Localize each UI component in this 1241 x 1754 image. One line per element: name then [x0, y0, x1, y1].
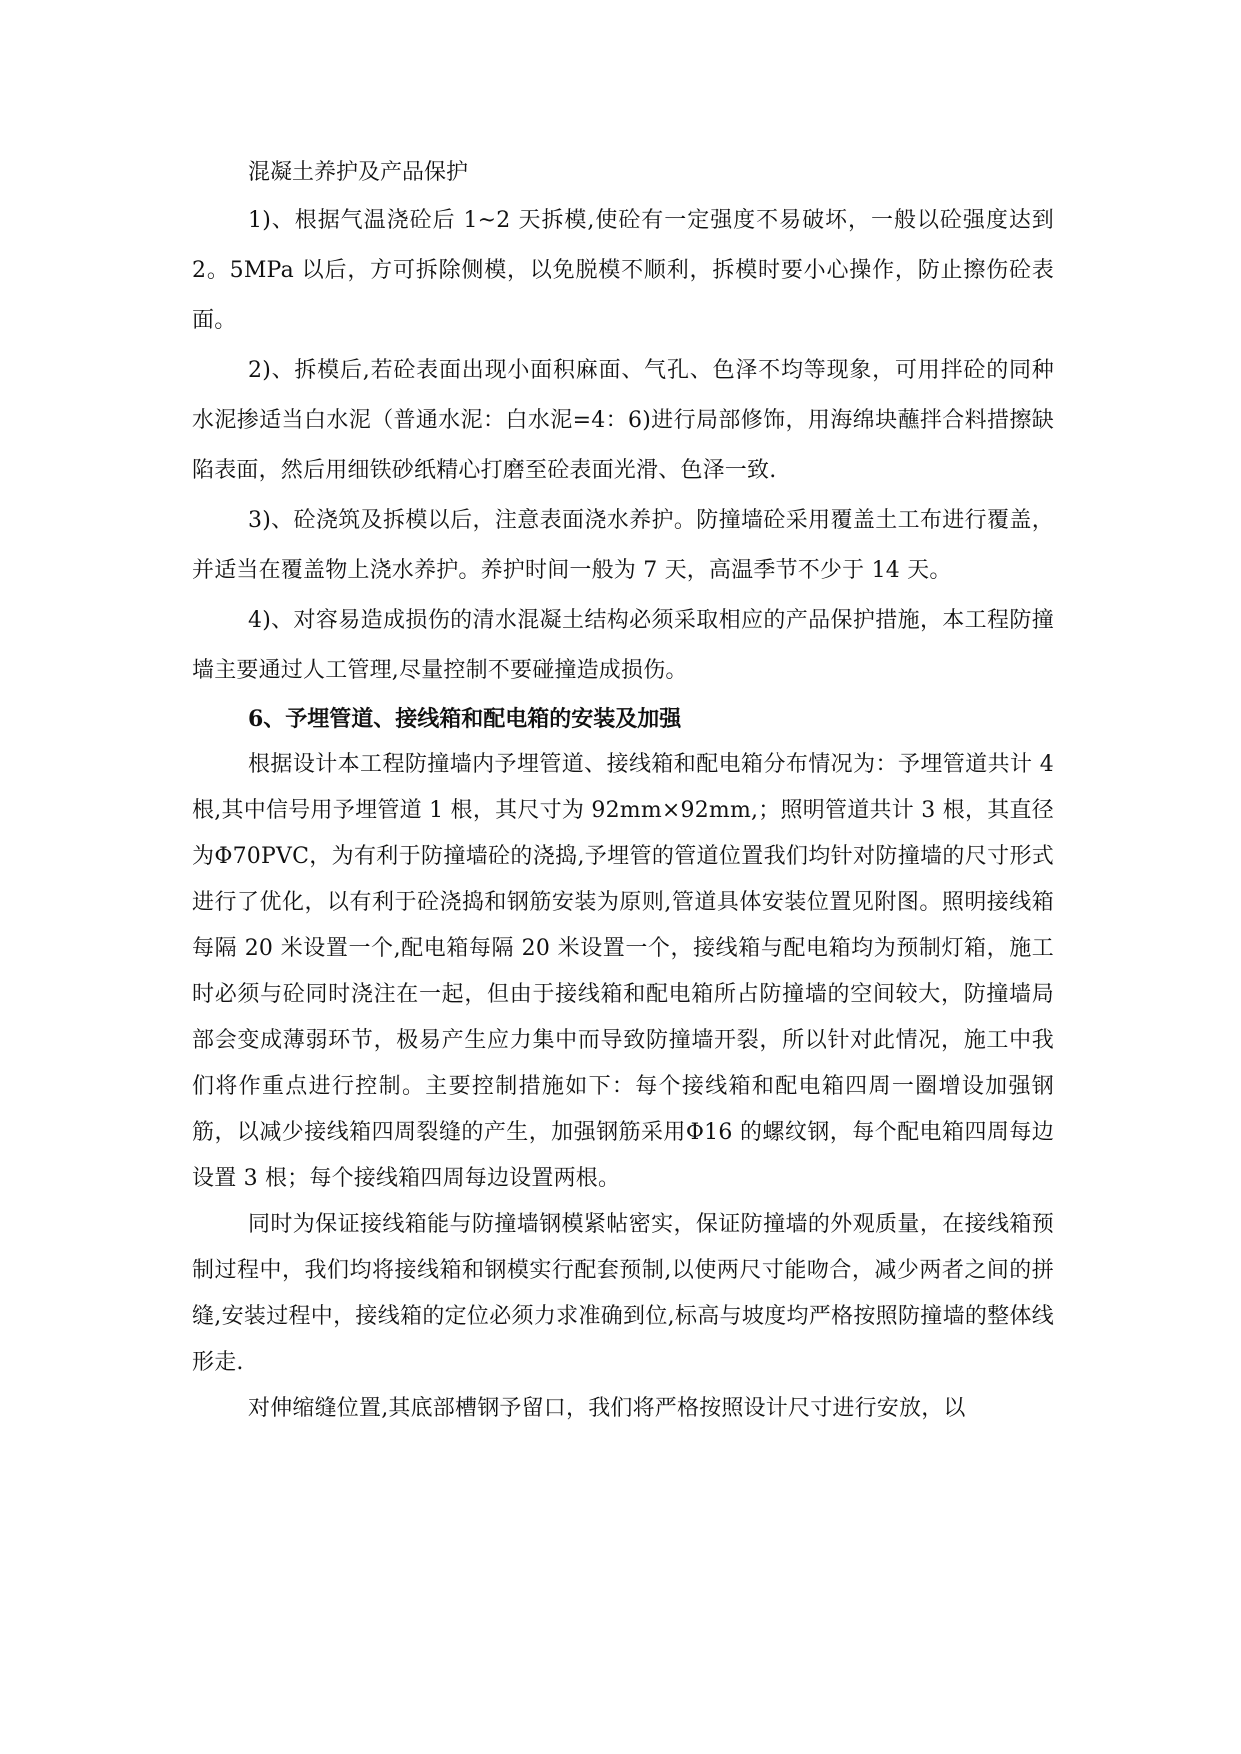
paragraph-section6-1: 根据设计本工程防撞墙内予埋管道、接线箱和配电箱分布情况为：予埋管道共计 4 根,其中信号用予埋管道 1 根，其尺寸为 92mm×92mm,；照明管道共计 3 根，其直径为Φ70PVC，为有利于防撞墙砼的浇捣,予埋管的管道位置我们均针对防撞墙的尺寸形式进行了优化，以有利于砼浇捣和钢筋安装为原则,管道具体安装位置见附图。照明接线箱每隔 20 米设置一个,配电箱每隔 20 米设置一个，接线箱与配电箱均为预制灯箱，施工时必须与砼同时浇注在一起，但由于接线箱和配电箱所占防撞墙的空间较大，防撞墙局部会变成薄弱环节，极易产生应力集中而导致防撞墙开裂，所以针对此情况，施工中我们将作重点进行控制。主要控制措施如下：每个接线箱和配电箱四周一圈增设加强钢筋，以减少接线箱四周裂缝的产生，加强钢筋采用Φ16 的螺纹钢，每个配电箱四周每边设置 3 根；每个接线箱四周每边设置两根。: [192, 752, 1054, 1191]
paragraph-curing-2: 2)、拆模后,若砼表面出现小面积麻面、气孔、色泽不均等现象，可用拌砼的同种水泥掺适当白水泥（普通水泥：白水泥=4：6)进行局部修饰，用海绵块蘸拌合料措擦缺陷表面，然后用细铁砂纸精心打磨至砼表面光滑、色泽一致.: [192, 358, 1054, 483]
paragraph-section6-2: 同时为保证接线箱能与防撞墙钢模紧帖密实，保证防撞墙的外观质量，在接线箱预制过程中，我们均将接线箱和钢模实行配套预制,以使两尺寸能吻合，减少两者之间的拼缝,安装过程中，接线箱的定位必须力求准确到位,标高与坡度均严格按照防撞墙的整体线形走.: [192, 1212, 1054, 1375]
section-6-title: 6、予埋管道、接线箱和配电箱的安装及加强: [248, 706, 682, 732]
paragraph-curing-3: 3)、砼浇筑及拆模以后，注意表面浇水养护。防撞墙砼采用覆盖土工布进行覆盖，并适当在覆盖物上浇水养护。养护时间一般为 7 天，高温季节不少于 14 天。: [192, 508, 1054, 583]
section-title-curing: 混凝土养护及产品保护: [248, 160, 469, 185]
document-page: [192, 150, 1054, 1432]
paragraph-curing-4: 4)、对容易造成损伤的清水混凝土结构必须采取相应的产品保护措施，本工程防撞墙主要通过人工管理,尽量控制不要碰撞造成损伤。: [192, 608, 1054, 683]
paragraph-section6-3: 对伸缩缝位置,其底部槽钢予留口，我们将严格按照设计尺寸进行安放，以: [248, 1396, 966, 1421]
paragraph-curing-1: 1)、根据气温浇砼后 1~2 天拆模,使砼有一定强度不易破坏，一般以砼强度达到 2。5MPa 以后，方可拆除侧模，以免脱模不顺利，拆模时要小心操作，防止擦伤砼表面。: [192, 208, 1054, 333]
